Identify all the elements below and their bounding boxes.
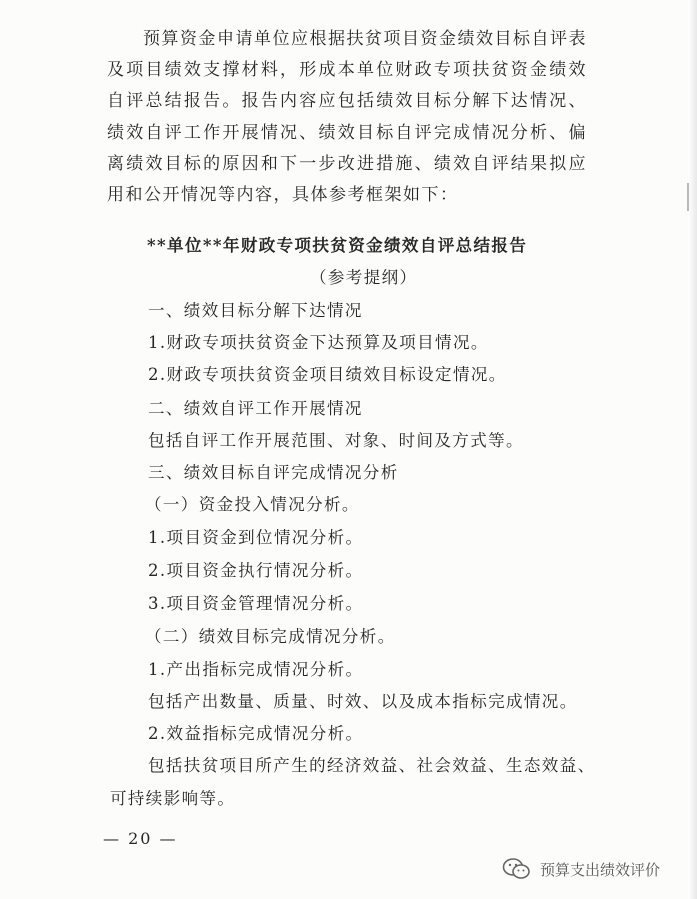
- outline-item: 1.产出指标完成情况分析。: [148, 660, 364, 679]
- intro-paragraph: 预算资金申请单位应根据扶贫项目资金绩效目标自评表及项目绩效支撑材料，形成本单位财政专项扶贫资金绩效自评总结报告。报告内容应包括绩效目标分解下达情况、绩效自评工作开展情况、绩效目标自评完成情况分析、偏离绩效目标的原因和下一步改进措施、绩效自评结果拟应用和公开情况等内容，具体参考框架如下：: [107, 29, 587, 206]
- outline-item: 一、绩效目标分解下达情况: [148, 301, 363, 320]
- benefit-line-2: 可持续影响等。: [110, 789, 236, 808]
- outline-item: 三、绩效目标自评完成情况分析: [148, 463, 399, 482]
- outline-item: 1.财政专项扶贫资金下达预算及项目情况。: [148, 333, 489, 352]
- wechat-icon: [502, 857, 532, 881]
- outline-item: 2.财政专项扶贫资金项目绩效目标设定情况。: [148, 365, 507, 384]
- intro-block: [107, 24, 587, 211]
- outline-item: （一）资金投入情况分析。: [145, 495, 360, 514]
- outline-item: 2.项目资金执行情况分析。: [148, 561, 364, 580]
- watermark-text: 预算支出绩效评价: [540, 860, 661, 879]
- binding-mark: [687, 183, 689, 211]
- outline-item: 2.效益指标完成情况分析。: [148, 724, 364, 743]
- outline-item: 1.项目资金到位情况分析。: [148, 528, 364, 547]
- page-number: — 20 —: [103, 829, 178, 848]
- page-edge-shadow: [688, 0, 697, 899]
- report-subtitle: （参考提纲）: [310, 268, 418, 287]
- outline-item: 包括产出数量、质量、时效、以及成本指标完成情况。: [148, 692, 578, 711]
- outline-item: （二）绩效目标完成情况分析。: [145, 627, 396, 646]
- outline-item: 3.项目资金管理情况分析。: [148, 594, 364, 613]
- benefit-line-1: 包括扶贫项目所产生的经济效益、社会效益、生态效益、: [148, 756, 596, 775]
- report-title: **单位**年财政专项扶贫资金绩效自评总结报告: [147, 236, 528, 255]
- outline-item: 二、绩效自评工作开展情况: [148, 399, 363, 418]
- watermark: [502, 854, 660, 884]
- outline-item: 包括自评工作开展范围、对象、时间及方式等。: [148, 431, 524, 450]
